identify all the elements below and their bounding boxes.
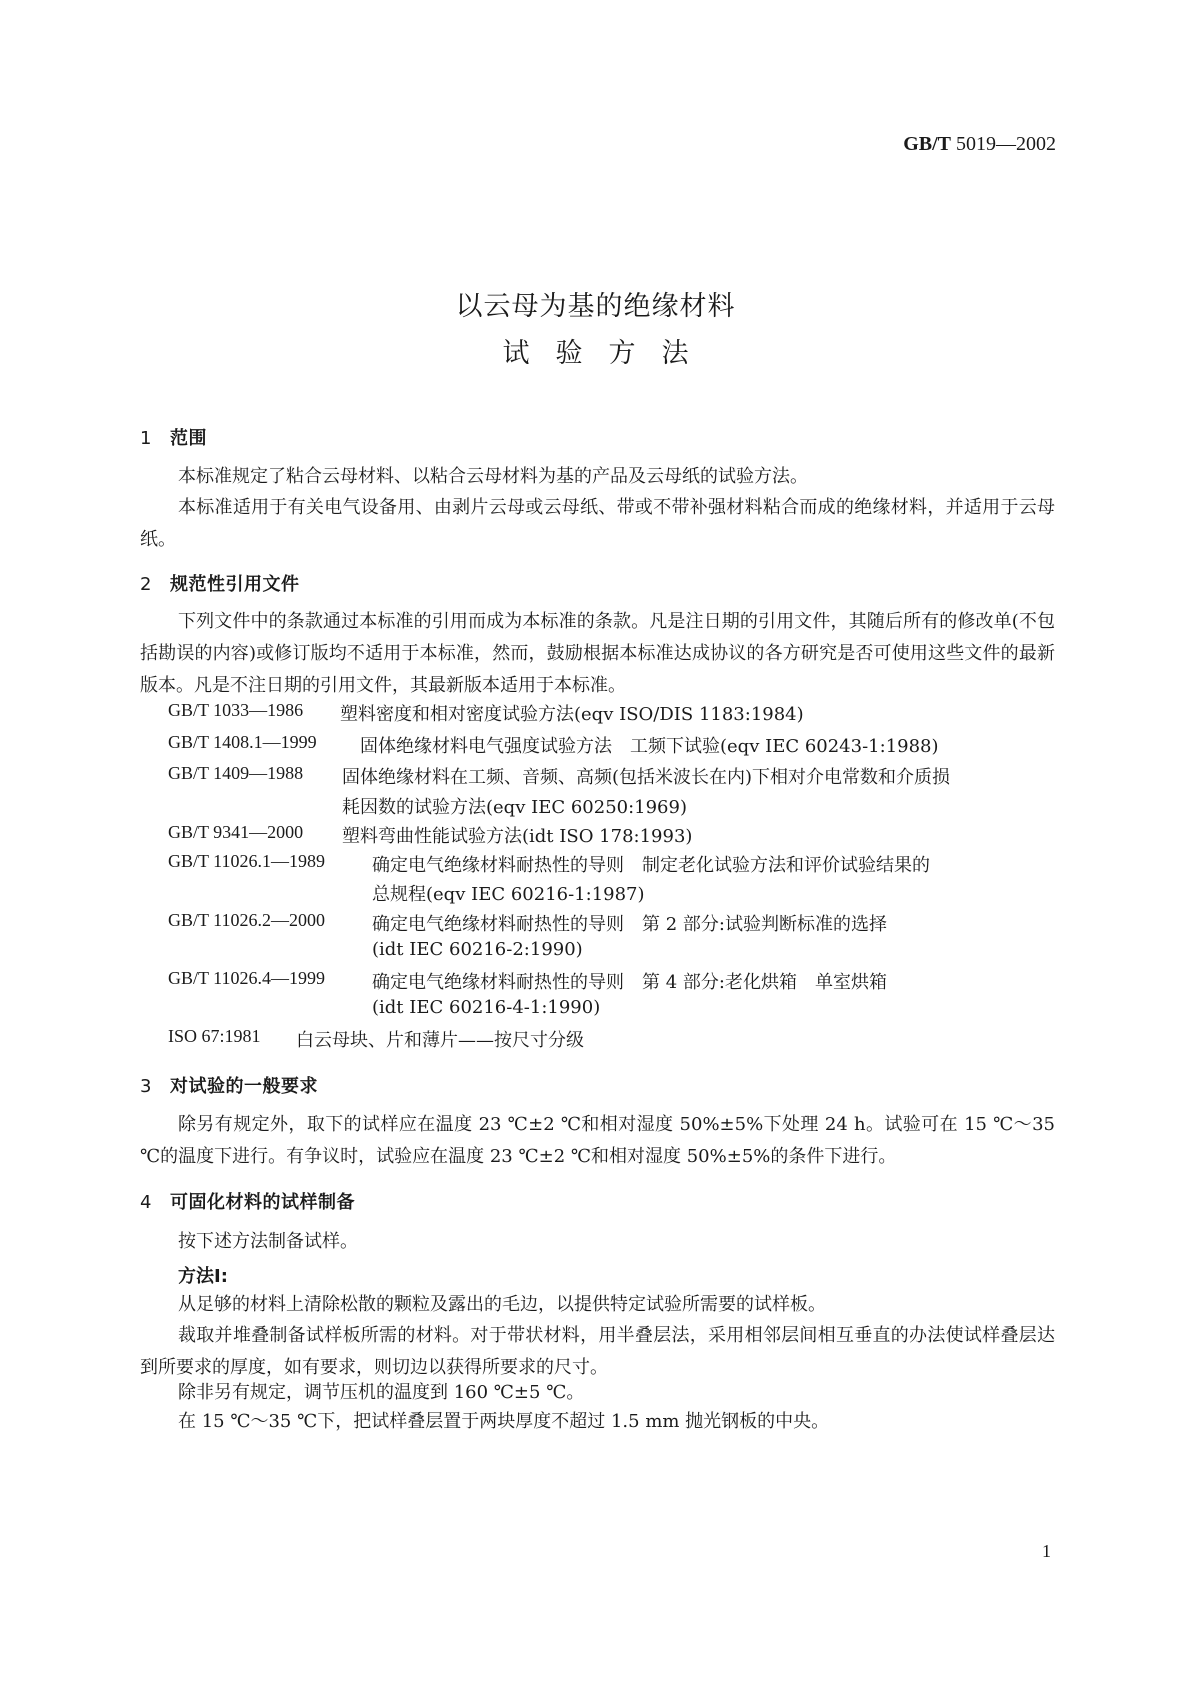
section-4-paragraph-2: 从足够的材料上清除松散的颗粒及露出的毛边，以提供特定试验所需要的试样板。	[178, 1294, 826, 1315]
document-subtitle: 试验方法	[502, 338, 715, 369]
section-title: 范围	[170, 428, 207, 449]
section-4-paragraph-4: 除非另有规定，调节压机的温度到 160 ℃±5 ℃。	[178, 1382, 585, 1403]
section-title: 规范性引用文件	[170, 574, 300, 595]
section-1-paragraph-1: 本标准规定了粘合云母材料、以粘合云母材料为基的产品及云母纸的试验方法。	[178, 466, 808, 487]
reference-code: GB/T 11026.1—1989	[168, 851, 326, 871]
reference-title: 固体绝缘材料在工频、音频、高频(包括米波长在内)下相对介电常数和介质损	[342, 767, 951, 788]
reference-title: 塑料弯曲性能试验方法(idt ISO 178:1993)	[342, 826, 693, 847]
section-3-heading	[140, 1072, 318, 1098]
section-title: 对试验的一般要求	[170, 1076, 318, 1097]
reference-title: 固体绝缘材料电气强度试验方法 工频下试验(eqv IEC 60243-1:1988)	[360, 736, 939, 757]
standard-code-prefix: GB/T	[903, 133, 951, 155]
reference-code: GB/T 9341—2000	[168, 822, 304, 842]
section-number: 4	[140, 1192, 152, 1213]
reference-title: 白云母块、片和薄片——按尺寸分级	[296, 1030, 584, 1051]
page-number: 1	[1042, 1541, 1051, 1561]
section-1-paragraph-2: 本标准适用于有关电气设备用、由剥片云母或云母纸、带或不带补强材料粘合而成的绝缘材料，并适用于云母纸。	[140, 497, 1055, 550]
reference-title: 确定电气绝缘材料耐热性的导则 第 2 部分:试验判断标准的选择	[372, 914, 887, 935]
method-label: 方法Ⅰ:	[178, 1266, 228, 1287]
section-4-heading	[140, 1188, 355, 1214]
reference-code: GB/T 1409—1988	[168, 763, 304, 783]
section-4-paragraph-5: 在 15 ℃～35 ℃下，把试样叠层置于两块厚度不超过 1.5 mm 抛光钢板的中央。	[178, 1411, 830, 1432]
standard-code-number: 5019—2002	[951, 133, 1056, 155]
section-number: 2	[140, 574, 152, 595]
reference-title-continued: (idt IEC 60216-4-1:1990)	[372, 997, 601, 1018]
reference-title: 确定电气绝缘材料耐热性的导则 制定老化试验方法和评价试验结果的	[372, 855, 930, 876]
section-number: 1	[140, 428, 152, 449]
section-3-paragraph-1: 除另有规定外，取下的试样应在温度 23 ℃±2 ℃和相对湿度 50%±5%下处理 24 h。试验可在 15 ℃～35 ℃的温度下进行。有争议时，试验应在温度 23 ℃±2 ℃和相对湿度 50%±5%的条件下进行。	[140, 1114, 1055, 1167]
reference-title: 塑料密度和相对密度试验方法(eqv ISO/DIS 1183:1984)	[340, 704, 804, 725]
reference-code: GB/T 11026.2—2000	[168, 910, 326, 930]
reference-title: 确定电气绝缘材料耐热性的导则 第 4 部分:老化烘箱 单室烘箱	[372, 972, 887, 993]
reference-title-continued: (idt IEC 60216-2:1990)	[372, 939, 583, 960]
section-4-paragraph-3: 裁取并堆叠制备试样板所需的材料。对于带状材料，用半叠层法，采用相邻层间相互垂直的办法使试样叠层达到所要求的厚度，如有要求，则切边以获得所要求的尺寸。	[140, 1325, 1055, 1378]
section-2-heading	[140, 570, 300, 596]
section-2-paragraph-1: 下列文件中的条款通过本标准的引用而成为本标准的条款。凡是注日期的引用文件，其随后所有的修改单(不包括勘误的内容)或修订版均不适用于本标准，然而，鼓励根据本标准达成协议的各方研究是否可使用这些文件的最新版本。凡是不注日期的引用文件，其最新版本适用于本标准。	[140, 611, 1055, 696]
standard-code	[903, 133, 1056, 156]
reference-code: GB/T 11026.4—1999	[168, 968, 326, 988]
section-1-heading	[140, 424, 207, 450]
section-4-paragraph-1: 按下述方法制备试样。	[178, 1231, 358, 1252]
section-title: 可固化材料的试样制备	[170, 1192, 355, 1213]
document-title: 以云母为基的绝缘材料	[455, 291, 736, 322]
reference-title-continued: 耗因数的试验方法(eqv IEC 60250:1969)	[342, 797, 687, 818]
reference-code: GB/T 1408.1—1999	[168, 732, 317, 752]
reference-code: GB/T 1033—1986	[168, 700, 304, 720]
reference-code: ISO 67:1981	[168, 1026, 261, 1046]
section-number: 3	[140, 1076, 152, 1097]
reference-title-continued: 总规程(eqv IEC 60216-1:1987)	[372, 884, 645, 905]
